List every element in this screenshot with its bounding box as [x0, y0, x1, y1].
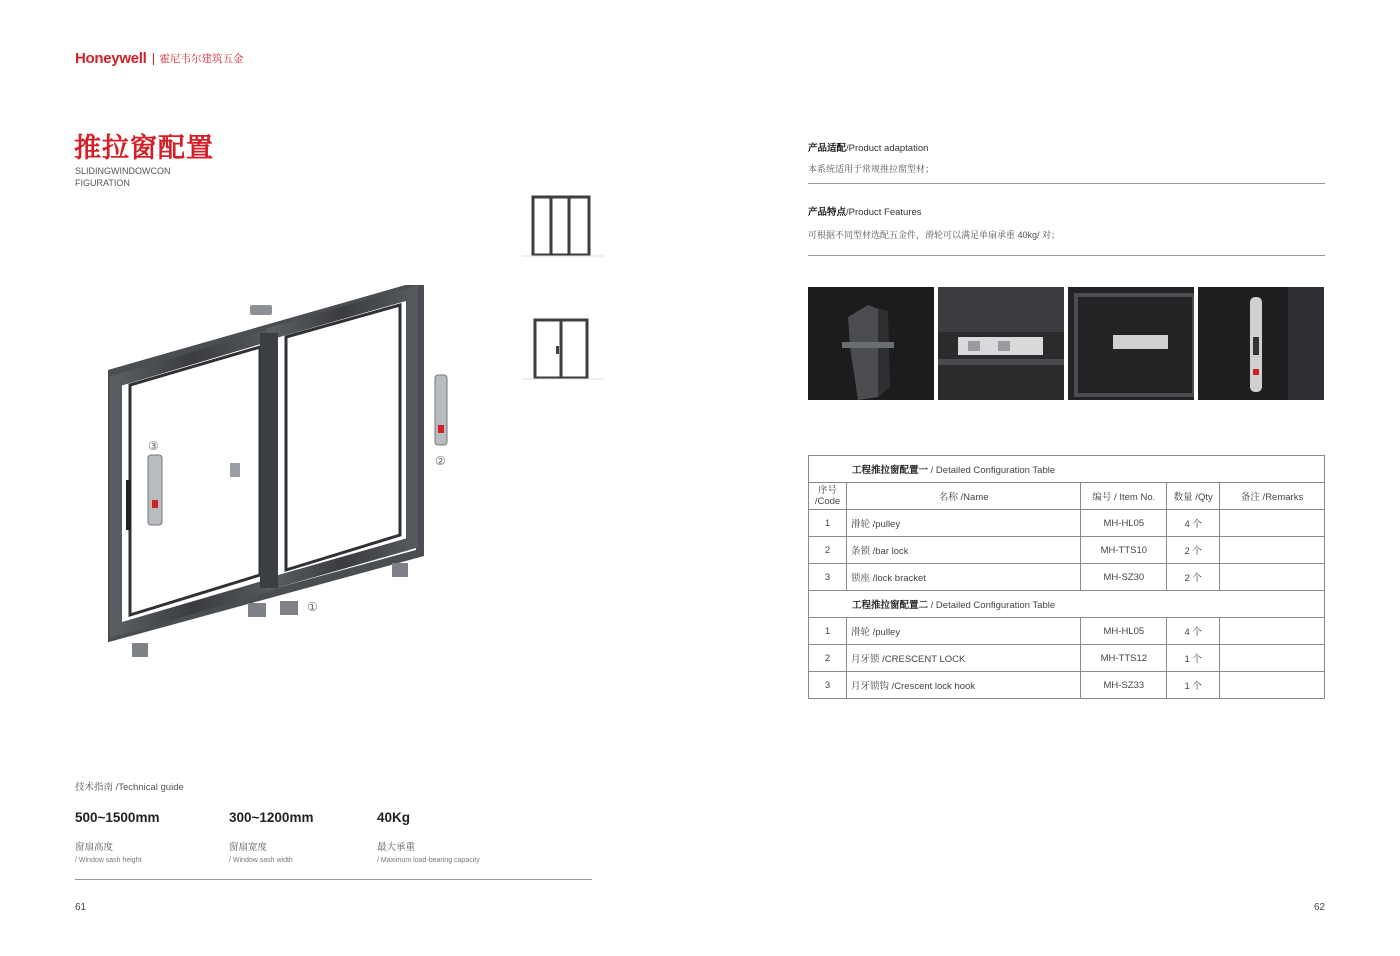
group-title [809, 456, 1325, 483]
divider [75, 879, 592, 880]
window-thumbnail-two-panel [518, 314, 608, 384]
cell-remarks [1220, 510, 1325, 537]
spec-sash-width [229, 810, 313, 864]
cell-name: 锁座 /lock bracket [846, 564, 1080, 591]
cell-item: MH-HL05 [1081, 510, 1167, 537]
callout-3: ③ [148, 439, 159, 453]
cell-qty: 1 个 [1167, 672, 1220, 699]
brand-name: Honeywell [75, 50, 147, 67]
cell-name: 滑轮 /pulley [846, 618, 1080, 645]
spec-value: 500~1500mm [75, 810, 160, 825]
cell-item: MH-TTS10 [1081, 537, 1167, 564]
track-pulley-photo [1068, 287, 1194, 400]
cell-name: 月牙锁 /CRESCENT LOCK [846, 645, 1080, 672]
cell-qty: 1 个 [1167, 645, 1220, 672]
cell-remarks [1220, 645, 1325, 672]
spec-label-en: / Maximum load-bearing capacity [377, 857, 480, 864]
section-title [808, 204, 1325, 218]
section-title-zh: 产品适配 [808, 143, 847, 154]
table-header-row [809, 483, 1325, 510]
table-group-header [809, 456, 1325, 483]
section-title-en: /Product adaptation [846, 143, 929, 154]
callout-1: ① [307, 600, 318, 614]
divider [808, 183, 1325, 184]
product-adaptation-section [808, 140, 1325, 184]
group-title-zh: 工程推拉窗配置二 [852, 600, 929, 611]
configuration-table [808, 455, 1325, 699]
cell-code: 2 [809, 645, 847, 672]
page-title: 推拉窗配置 [74, 133, 214, 163]
cell-name: 滑轮 /pulley [846, 510, 1080, 537]
section-title-zh: 产品特点 [808, 207, 847, 218]
table-row [809, 537, 1325, 564]
header-code-en: /Code [814, 496, 841, 507]
table-group-header [809, 591, 1325, 618]
header-name: 名称 /Name [846, 483, 1080, 510]
cell-code: 3 [809, 564, 847, 591]
group-title [809, 591, 1325, 618]
header-qty: 数量 /Qty [1167, 483, 1220, 510]
group-title-en: / Detailed Configuration Table [928, 465, 1056, 476]
brand-divider [153, 53, 154, 65]
profile-section-photo [808, 287, 934, 400]
cell-item: MH-SZ30 [1081, 564, 1167, 591]
cell-qty: 4 个 [1167, 510, 1220, 537]
technical-guide-label: 技术指南 /Technical guide [75, 782, 184, 793]
product-features-section [808, 204, 1325, 256]
section-title [808, 140, 1325, 154]
cell-code: 2 [809, 537, 847, 564]
page-subtitle [75, 165, 195, 189]
cell-remarks [1220, 564, 1325, 591]
subtitle-line-2: FIGURATION [75, 178, 130, 188]
pulley-installed-photo [938, 287, 1064, 400]
spec-label-zh: 窗扇宽度 [229, 842, 268, 853]
section-text: 可根据不同型材选配五金件，滑轮可以满足单扇承重 40kg/ 对； [808, 230, 1061, 240]
cell-item: MH-SZ33 [1081, 672, 1167, 699]
cell-remarks [1220, 672, 1325, 699]
spec-value: 40Kg [377, 810, 411, 825]
brand-subtitle: 霍尼韦尔建筑五金 [159, 53, 244, 65]
cell-qty: 2 个 [1167, 537, 1220, 564]
page-number-left: 61 [75, 902, 87, 913]
spec-label-en: / Window sash width [229, 857, 293, 864]
cell-name: 条锁 /bar lock [846, 537, 1080, 564]
cell-qty: 2 个 [1167, 564, 1220, 591]
spec-value: 300~1200mm [229, 810, 314, 825]
table-row [809, 672, 1325, 699]
cell-remarks [1220, 537, 1325, 564]
group-title-en: / Detailed Configuration Table [928, 600, 1056, 611]
cell-code: 3 [809, 672, 847, 699]
cell-item: MH-HL05 [1081, 618, 1167, 645]
table-row [809, 510, 1325, 537]
cell-code: 1 [809, 510, 847, 537]
spec-label-zh: 最大承重 [377, 842, 416, 853]
header-code [809, 483, 847, 510]
sliding-window-illustration [100, 285, 520, 705]
spec-max-load [377, 810, 480, 864]
header-code-zh: 序号 [817, 485, 837, 496]
table-row [809, 564, 1325, 591]
subtitle-line-1: SLIDINGWINDOWCON [75, 166, 171, 176]
window-thumbnail-three-panel [518, 192, 608, 262]
cell-code: 1 [809, 618, 847, 645]
cell-name: 月牙锁钩 /Crescent lock hook [846, 672, 1080, 699]
cell-remarks [1220, 618, 1325, 645]
product-photos [808, 287, 1324, 400]
cell-item: MH-TTS12 [1081, 645, 1167, 672]
callout-2: ② [435, 454, 446, 468]
section-title-en: /Product Features [846, 207, 922, 218]
group-title-zh: 工程推拉窗配置一 [852, 465, 929, 476]
lock-detail-photo [1198, 287, 1324, 400]
table-row [809, 618, 1325, 645]
table-row [809, 645, 1325, 672]
header-remarks: 备注 /Remarks [1220, 483, 1325, 510]
divider [808, 255, 1325, 256]
section-text: 本系统适用于常规推拉窗型材； [808, 164, 935, 174]
brand-logo [75, 50, 244, 67]
header-item: 编号 / Item No. [1081, 483, 1167, 510]
cell-qty: 4 个 [1167, 618, 1220, 645]
spec-sash-height [75, 810, 159, 864]
page-number-right: 62 [1314, 902, 1326, 913]
spec-label-zh: 窗扇高度 [75, 842, 114, 853]
spec-label-en: / Window sash height [75, 857, 142, 864]
